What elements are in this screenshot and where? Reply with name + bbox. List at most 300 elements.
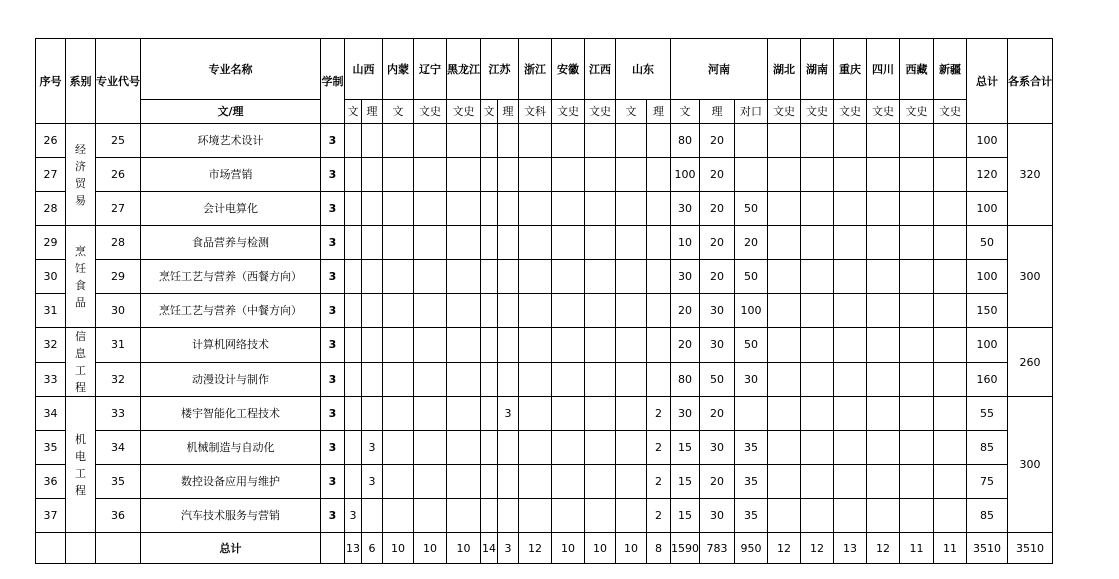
empty-cell — [66, 533, 96, 564]
quota-cell — [552, 431, 585, 465]
quota-cell — [414, 294, 447, 328]
grand-total-value: 783 — [700, 533, 735, 564]
quota-cell — [768, 328, 801, 363]
quota-cell — [481, 397, 498, 431]
quota-cell: 20 — [735, 226, 768, 260]
grand-total-value: 10 — [616, 533, 647, 564]
quota-cell: 50 — [735, 260, 768, 294]
quota-cell — [616, 431, 647, 465]
quota-cell: 20 — [700, 192, 735, 226]
quota-cell — [735, 397, 768, 431]
quota-cell — [481, 260, 498, 294]
quota-cell — [345, 260, 362, 294]
quota-cell — [867, 397, 900, 431]
quota-cell — [414, 362, 447, 397]
quota-cell — [934, 431, 967, 465]
quota-cell — [552, 499, 585, 533]
dept-total-cell: 300 — [1008, 397, 1053, 533]
grand-total-value: 12 — [768, 533, 801, 564]
header-province: 河南 — [671, 39, 768, 100]
header-subcategory: 文 — [481, 100, 498, 124]
quota-cell: 10 — [671, 226, 700, 260]
header-province: 江苏 — [481, 39, 519, 100]
quota-cell: 20 — [671, 328, 700, 363]
code-cell: 29 — [96, 260, 141, 294]
grand-total-dept-sum: 3510 — [1008, 533, 1053, 564]
quota-cell — [362, 362, 383, 397]
code-cell: 26 — [96, 158, 141, 192]
quota-cell — [934, 226, 967, 260]
quota-cell — [362, 226, 383, 260]
quota-cell — [768, 362, 801, 397]
header-province: 湖南 — [801, 39, 834, 100]
quota-cell — [519, 294, 552, 328]
grand-total-value: 10 — [585, 533, 616, 564]
quota-cell — [585, 260, 616, 294]
quota-cell — [447, 260, 481, 294]
quota-cell — [647, 328, 671, 363]
header-subcategory: 理 — [647, 100, 671, 124]
header-subcategory: 文科 — [519, 100, 552, 124]
quota-cell — [519, 465, 552, 499]
quota-cell — [934, 158, 967, 192]
quota-cell — [383, 465, 414, 499]
quota-cell — [519, 124, 552, 158]
header-subcategory: 理 — [498, 100, 519, 124]
quota-cell: 2 — [647, 465, 671, 499]
quota-cell — [481, 328, 498, 363]
quota-cell: 20 — [700, 124, 735, 158]
quota-cell: 50 — [735, 328, 768, 363]
header-subcategory: 文 — [671, 100, 700, 124]
quota-cell — [414, 260, 447, 294]
major-name-cell: 烹饪工艺与营养（西餐方向） — [141, 260, 321, 294]
quota-cell — [867, 226, 900, 260]
duration-cell: 3 — [321, 294, 345, 328]
dept-cell — [66, 226, 96, 328]
quota-cell — [498, 192, 519, 226]
grand-total-value: 11 — [934, 533, 967, 564]
quota-cell — [647, 226, 671, 260]
header-province: 辽宁 — [414, 39, 447, 100]
table-row — [36, 294, 1053, 328]
duration-cell: 3 — [321, 158, 345, 192]
quota-cell — [585, 192, 616, 226]
header-duration: 学制 — [321, 39, 345, 124]
quota-cell — [585, 294, 616, 328]
major-name-cell: 数控设备应用与维护 — [141, 465, 321, 499]
duration-cell: 3 — [321, 499, 345, 533]
header-province: 山西 — [345, 39, 383, 100]
seq-cell: 31 — [36, 294, 66, 328]
quota-cell — [647, 294, 671, 328]
quota-cell: 20 — [700, 465, 735, 499]
quota-cell — [383, 124, 414, 158]
dept-cell — [66, 328, 96, 397]
quota-cell — [616, 124, 647, 158]
quota-cell — [867, 124, 900, 158]
quota-cell: 15 — [671, 431, 700, 465]
quota-cell: 50 — [735, 192, 768, 226]
code-cell: 28 — [96, 226, 141, 260]
quota-cell — [900, 192, 934, 226]
row-total-cell: 75 — [967, 465, 1008, 499]
header-subcategory: 文史 — [414, 100, 447, 124]
quota-cell — [447, 158, 481, 192]
quota-cell — [900, 226, 934, 260]
quota-cell — [900, 294, 934, 328]
quota-cell — [414, 465, 447, 499]
quota-cell — [345, 328, 362, 363]
quota-cell — [498, 362, 519, 397]
header-province: 山东 — [616, 39, 671, 100]
header-province: 浙江 — [519, 39, 552, 100]
quota-cell: 30 — [671, 192, 700, 226]
quota-cell — [867, 192, 900, 226]
quota-cell: 20 — [700, 260, 735, 294]
quota-cell — [834, 499, 867, 533]
header-dept: 系别 — [66, 39, 96, 124]
quota-cell — [519, 226, 552, 260]
quota-cell — [383, 499, 414, 533]
quota-cell — [801, 362, 834, 397]
header-subcategory: 文史 — [447, 100, 481, 124]
header-subcategory: 文史 — [934, 100, 967, 124]
quota-cell: 3 — [362, 431, 383, 465]
quota-cell: 15 — [671, 499, 700, 533]
quota-cell — [834, 431, 867, 465]
empty-cell — [321, 533, 345, 564]
header-province: 湖北 — [768, 39, 801, 100]
grand-total-value: 3 — [498, 533, 519, 564]
dept-name-text: 经济贸易 — [75, 142, 86, 207]
quota-cell — [345, 465, 362, 499]
quota-cell — [616, 328, 647, 363]
quota-cell — [768, 431, 801, 465]
quota-cell: 20 — [700, 158, 735, 192]
major-name-cell: 市场营销 — [141, 158, 321, 192]
header-subcategory: 文 — [383, 100, 414, 124]
quota-cell: 100 — [671, 158, 700, 192]
quota-cell — [345, 124, 362, 158]
quota-cell: 3 — [498, 397, 519, 431]
quota-cell — [616, 158, 647, 192]
quota-cell — [345, 294, 362, 328]
grand-total-value: 10 — [414, 533, 447, 564]
quota-cell — [801, 294, 834, 328]
quota-cell — [900, 499, 934, 533]
row-total-cell: 85 — [967, 499, 1008, 533]
major-name-cell: 环境艺术设计 — [141, 124, 321, 158]
quota-cell — [414, 499, 447, 533]
quota-cell: 15 — [671, 465, 700, 499]
code-cell: 35 — [96, 465, 141, 499]
quota-cell — [481, 226, 498, 260]
duration-cell: 3 — [321, 260, 345, 294]
quota-cell: 30 — [700, 499, 735, 533]
row-total-cell: 85 — [967, 431, 1008, 465]
quota-cell — [900, 431, 934, 465]
code-cell: 36 — [96, 499, 141, 533]
duration-cell: 3 — [321, 465, 345, 499]
quota-cell — [519, 328, 552, 363]
grand-total-value: 13 — [345, 533, 362, 564]
quota-cell — [498, 465, 519, 499]
quota-cell — [768, 226, 801, 260]
table-row — [36, 362, 1053, 397]
quota-cell: 2 — [647, 499, 671, 533]
quota-cell — [768, 260, 801, 294]
quota-cell — [414, 158, 447, 192]
quota-cell — [934, 294, 967, 328]
code-cell: 25 — [96, 124, 141, 158]
quota-cell — [552, 328, 585, 363]
quota-cell — [801, 499, 834, 533]
row-total-cell: 150 — [967, 294, 1008, 328]
quota-cell — [934, 397, 967, 431]
quota-cell — [585, 431, 616, 465]
major-name-cell: 汽车技术服务与营销 — [141, 499, 321, 533]
quota-cell: 35 — [735, 431, 768, 465]
quota-cell — [834, 465, 867, 499]
table-row — [36, 465, 1053, 499]
code-cell: 31 — [96, 328, 141, 363]
quota-cell — [447, 226, 481, 260]
table-row — [36, 431, 1053, 465]
quota-cell — [383, 226, 414, 260]
quota-cell — [616, 499, 647, 533]
code-cell: 34 — [96, 431, 141, 465]
grand-total-value: 12 — [519, 533, 552, 564]
seq-cell: 29 — [36, 226, 66, 260]
quota-cell — [362, 158, 383, 192]
row-total-cell: 50 — [967, 226, 1008, 260]
quota-cell — [362, 260, 383, 294]
grand-total-label: 总计 — [141, 533, 321, 564]
quota-cell — [616, 397, 647, 431]
header-province: 江西 — [585, 39, 616, 100]
dept-total-cell: 300 — [1008, 226, 1053, 328]
header-name: 专业名称 — [141, 39, 321, 100]
table-row — [36, 124, 1053, 158]
grand-total-sum: 3510 — [967, 533, 1008, 564]
quota-cell — [447, 124, 481, 158]
quota-cell — [934, 499, 967, 533]
quota-cell: 30 — [671, 397, 700, 431]
row-total-cell: 160 — [967, 362, 1008, 397]
quota-cell — [498, 328, 519, 363]
quota-cell: 3 — [362, 465, 383, 499]
header-province: 新疆 — [934, 39, 967, 100]
header-subcategory: 文史 — [900, 100, 934, 124]
quota-cell — [414, 328, 447, 363]
quota-cell — [585, 226, 616, 260]
quota-cell — [447, 397, 481, 431]
quota-cell — [481, 124, 498, 158]
quota-cell — [345, 362, 362, 397]
quota-cell: 30 — [671, 260, 700, 294]
quota-cell: 2 — [647, 397, 671, 431]
quota-cell — [481, 465, 498, 499]
header-subcategory: 文史 — [768, 100, 801, 124]
seq-cell: 30 — [36, 260, 66, 294]
quota-cell — [345, 226, 362, 260]
quota-cell: 35 — [735, 499, 768, 533]
quota-cell — [834, 397, 867, 431]
quota-cell — [801, 124, 834, 158]
quota-cell — [900, 260, 934, 294]
major-name-cell: 机械制造与自动化 — [141, 431, 321, 465]
quota-cell: 80 — [671, 362, 700, 397]
duration-cell: 3 — [321, 124, 345, 158]
header-province: 西藏 — [900, 39, 934, 100]
grand-total-value: 10 — [447, 533, 481, 564]
quota-cell — [934, 465, 967, 499]
row-total-cell: 100 — [967, 260, 1008, 294]
major-name-cell: 动漫设计与制作 — [141, 362, 321, 397]
quota-cell — [481, 431, 498, 465]
grand-total-value: 10 — [552, 533, 585, 564]
quota-cell: 20 — [700, 397, 735, 431]
major-name-cell: 楼宇智能化工程技术 — [141, 397, 321, 431]
quota-cell — [414, 397, 447, 431]
quota-cell — [383, 362, 414, 397]
quota-cell — [498, 499, 519, 533]
quota-cell: 20 — [700, 226, 735, 260]
quota-cell — [362, 328, 383, 363]
quota-cell — [647, 158, 671, 192]
table-row — [36, 158, 1053, 192]
quota-cell — [345, 397, 362, 431]
table-row — [36, 192, 1053, 226]
header-subcategory: 文 — [345, 100, 362, 124]
quota-cell — [414, 192, 447, 226]
enrollment-table — [35, 38, 1053, 564]
header-province: 内蒙 — [383, 39, 414, 100]
major-name-cell: 食品营养与检测 — [141, 226, 321, 260]
quota-cell — [834, 328, 867, 363]
grand-total-value: 1590 — [671, 533, 700, 564]
quota-cell — [552, 260, 585, 294]
code-cell: 33 — [96, 397, 141, 431]
quota-cell — [585, 499, 616, 533]
seq-cell: 27 — [36, 158, 66, 192]
dept-cell — [66, 124, 96, 226]
quota-cell — [616, 362, 647, 397]
quota-cell — [801, 226, 834, 260]
grand-total-value: 950 — [735, 533, 768, 564]
quota-cell — [834, 226, 867, 260]
grand-total-value: 13 — [834, 533, 867, 564]
header-subcategory: 文史 — [585, 100, 616, 124]
dept-name-text: 信息工程 — [75, 330, 86, 394]
header-dept-total: 各系合计 — [1008, 39, 1053, 124]
quota-cell: 30 — [735, 362, 768, 397]
quota-cell — [519, 397, 552, 431]
table-row — [36, 499, 1053, 533]
quota-cell — [900, 158, 934, 192]
quota-cell: 30 — [700, 431, 735, 465]
header-province: 安徽 — [552, 39, 585, 100]
header-subcategory: 文史 — [867, 100, 900, 124]
quota-cell — [345, 158, 362, 192]
header-seq: 序号 — [36, 39, 66, 124]
quota-cell — [447, 192, 481, 226]
quota-cell — [768, 158, 801, 192]
row-total-cell: 120 — [967, 158, 1008, 192]
quota-cell — [552, 397, 585, 431]
quota-cell — [616, 465, 647, 499]
seq-cell: 37 — [36, 499, 66, 533]
duration-cell: 3 — [321, 397, 345, 431]
quota-cell — [801, 465, 834, 499]
quota-cell — [447, 328, 481, 363]
code-cell: 32 — [96, 362, 141, 397]
quota-cell — [414, 124, 447, 158]
quota-cell — [768, 294, 801, 328]
header-subcategory: 理 — [362, 100, 383, 124]
quota-cell — [867, 158, 900, 192]
quota-cell — [834, 362, 867, 397]
quota-cell — [834, 158, 867, 192]
quota-cell — [481, 362, 498, 397]
quota-cell — [345, 431, 362, 465]
quota-cell — [498, 226, 519, 260]
quota-cell — [834, 124, 867, 158]
row-total-cell: 100 — [967, 192, 1008, 226]
duration-cell: 3 — [321, 192, 345, 226]
quota-cell — [867, 499, 900, 533]
quota-cell — [552, 158, 585, 192]
quota-cell — [834, 192, 867, 226]
row-total-cell: 100 — [967, 328, 1008, 363]
quota-cell — [383, 192, 414, 226]
table-row — [36, 397, 1053, 431]
quota-cell — [616, 226, 647, 260]
quota-cell — [498, 294, 519, 328]
quota-cell — [447, 499, 481, 533]
duration-cell: 3 — [321, 431, 345, 465]
quota-cell — [519, 362, 552, 397]
header-subcategory: 文史 — [801, 100, 834, 124]
quota-cell — [519, 260, 552, 294]
quota-cell — [585, 362, 616, 397]
quota-cell — [934, 328, 967, 363]
quota-cell: 2 — [647, 431, 671, 465]
quota-cell — [447, 294, 481, 328]
quota-cell — [768, 192, 801, 226]
seq-cell: 32 — [36, 328, 66, 363]
grand-total-value: 8 — [647, 533, 671, 564]
quota-cell — [801, 260, 834, 294]
quota-cell — [383, 260, 414, 294]
quota-cell — [801, 192, 834, 226]
quota-cell: 35 — [735, 465, 768, 499]
table-row — [36, 226, 1053, 260]
quota-cell — [768, 465, 801, 499]
seq-cell: 34 — [36, 397, 66, 431]
seq-cell: 28 — [36, 192, 66, 226]
quota-cell: 3 — [345, 499, 362, 533]
quota-cell — [362, 499, 383, 533]
quota-cell — [647, 124, 671, 158]
quota-cell — [867, 362, 900, 397]
quota-cell — [768, 124, 801, 158]
quota-cell — [362, 124, 383, 158]
quota-cell — [934, 362, 967, 397]
quota-cell — [552, 294, 585, 328]
quota-cell: 100 — [735, 294, 768, 328]
